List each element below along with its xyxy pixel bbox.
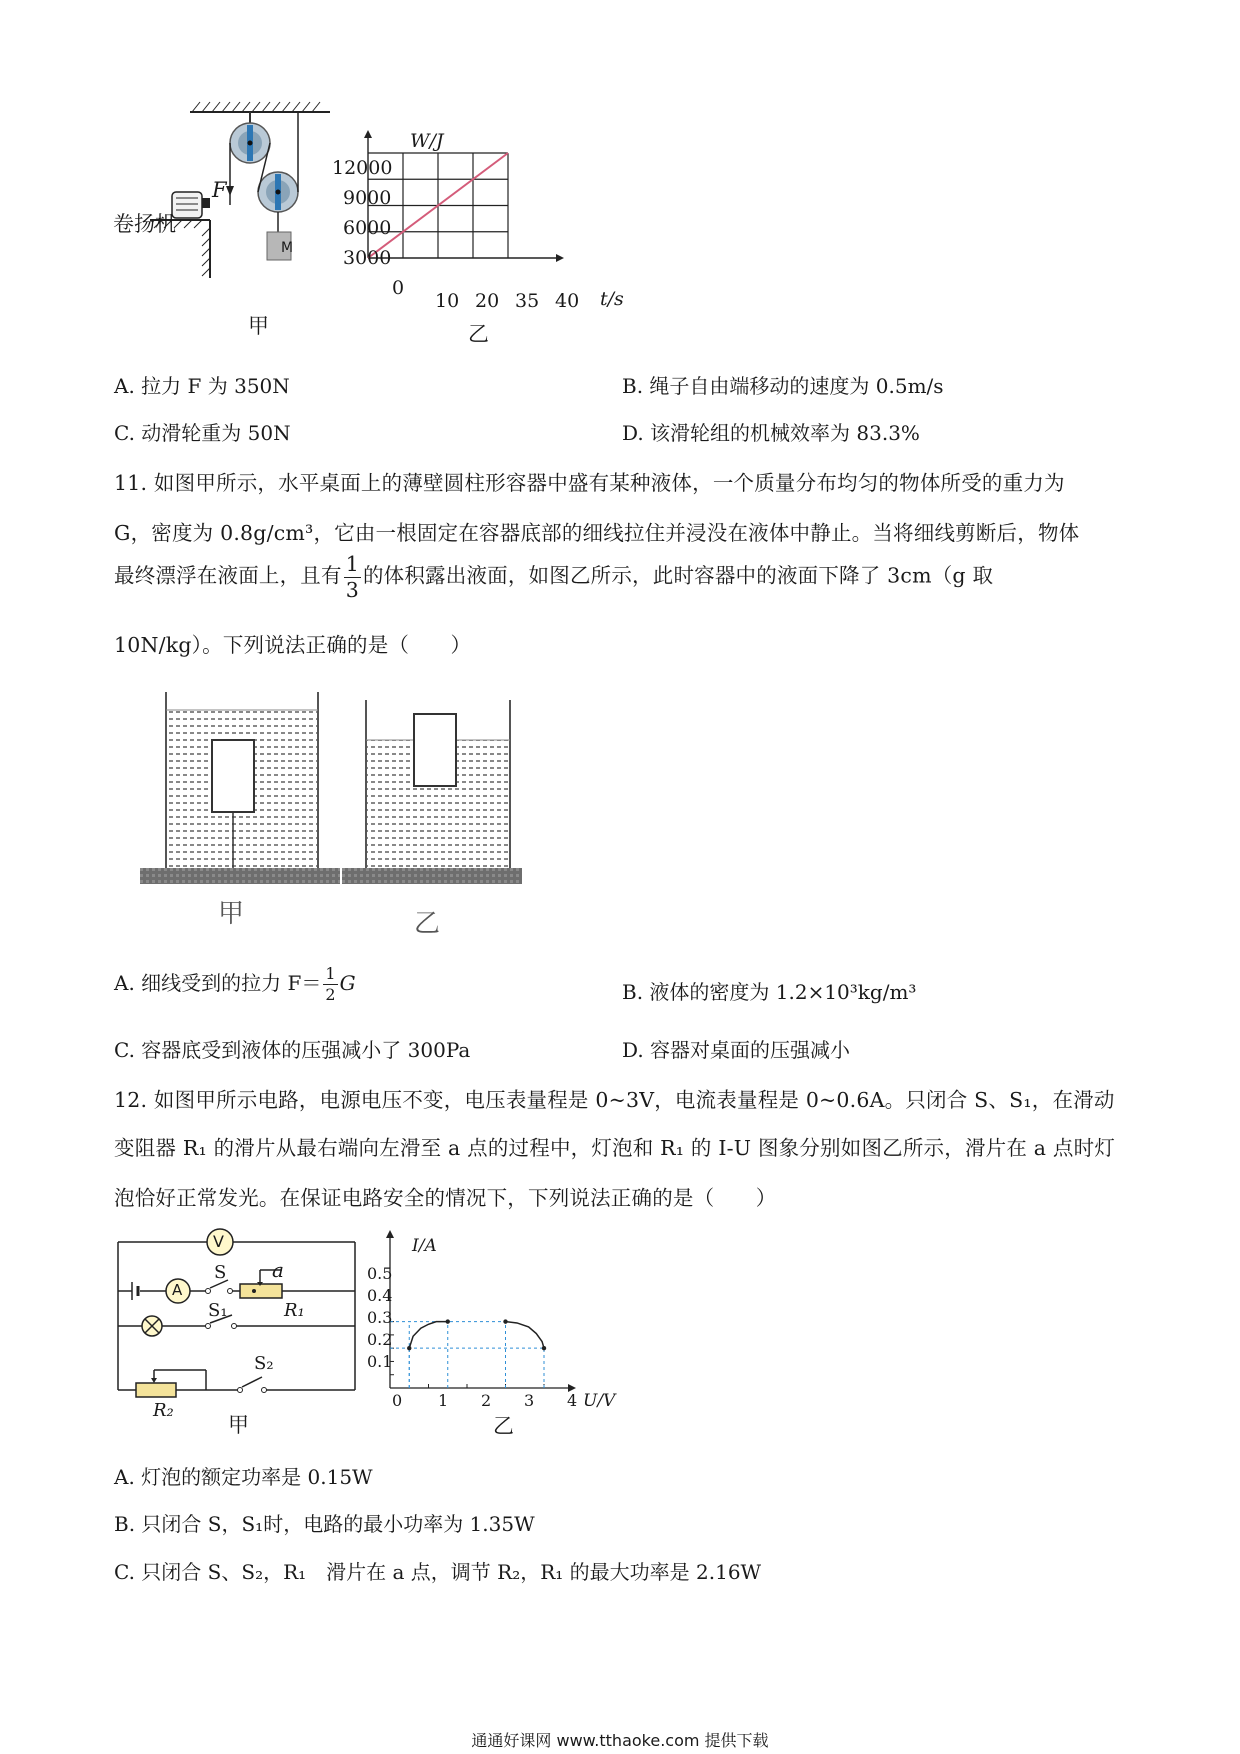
iu-xtick-2: 2 — [481, 1391, 492, 1410]
q11-option-d: D. 容器对桌面的压强减小 — [622, 1038, 851, 1062]
ammeter-label: A — [172, 1281, 183, 1299]
wt-xtick-0: 10 — [435, 290, 460, 312]
q11-option-b: B. 液体的密度为 1.2×10³kg/m³ — [622, 980, 917, 1004]
q11-option-a: A. 细线受到的拉力 F＝ $\frac{1}{2}$ G — [114, 964, 356, 1004]
q10-option-a: A. 拉力 F 为 350N — [114, 374, 290, 398]
wt-xtick-1: 20 — [475, 290, 500, 312]
figure-label-jia-12: 甲 — [228, 1413, 249, 1437]
q12-option-b: B. 只闭合 S，S₁时，电路的最小功率为 1.35W — [114, 1512, 535, 1536]
q12-option-c: C. 只闭合 S、S₂，R₁ 滑片在 a 点，调节 R₂，R₁ 的最大功率是 2.16W — [114, 1560, 762, 1584]
iu-point-1-0 — [503, 1319, 507, 1323]
voltmeter-label: V — [213, 1232, 224, 1251]
iu-ytick-1: 0.4 — [367, 1286, 393, 1305]
iu-xtick-0: 0 — [392, 1391, 403, 1410]
block-label: M — [281, 240, 294, 256]
winch-label: 卷扬机 — [113, 212, 176, 236]
switch-s2-label: S₂ — [254, 1353, 274, 1374]
q11-line-1: 11. 如图甲所示，水平桌面上的薄壁圆柱形容器中盛有某种液体，一个质量分布均匀的物体所受的重力为 — [114, 471, 1065, 495]
wt-xtick-3: 40 — [555, 290, 580, 312]
wt-x-arrow — [556, 254, 564, 262]
q11-line-3a: 最终漂浮在液面上，且有 — [114, 563, 342, 588]
figure-label-yi-12: 乙 — [493, 1414, 514, 1438]
q11-line-2: G，密度为 0.8g/cm³，它由一根固定在容器底部的细线拉住并浸没在液体中静止。当将细线剪断后，物体 — [114, 521, 1080, 545]
container-figure-jia — [140, 688, 340, 898]
iu-ytick-2: 0.3 — [367, 1308, 393, 1327]
q11-line-4: 10N/kg）。下列说法正确的是（ ） — [114, 633, 472, 657]
fraction-one-third: $\frac{1}{3}$ — [345, 552, 359, 602]
wt-xtick-2: 35 — [515, 290, 540, 312]
iu-point-1-1 — [542, 1346, 546, 1350]
iu-ytick-4: 0.1 — [367, 1352, 393, 1371]
q10-option-d: D. 该滑轮组的机械效率为 83.3% — [622, 421, 920, 445]
r2-label: R₂ — [153, 1400, 174, 1421]
q11-line-3 — [114, 554, 993, 600]
iu-y-arrow — [386, 1230, 394, 1238]
switch-s1-label: S₁ — [208, 1300, 228, 1321]
wt-ytick-4: 0 — [392, 277, 405, 299]
iu-ytick-3: 0.2 — [367, 1330, 393, 1349]
iu-point-0-1 — [446, 1319, 450, 1323]
point-a-label: a — [272, 1258, 284, 1282]
q10-option-c: C. 动滑轮重为 50N — [114, 421, 291, 445]
wt-y-arrow — [364, 130, 372, 138]
container-figure-yi — [342, 688, 522, 898]
figure-label-yi-11: 乙 — [414, 909, 441, 939]
r1-label: R₁ — [284, 1300, 305, 1321]
q12-line-3: 泡恰好正常发光。在保证电路安全的情况下，下列说法正确的是（ ） — [114, 1186, 777, 1210]
wt-xlabel: t/s — [600, 288, 624, 310]
wt-ytick-1: 9000 — [343, 187, 392, 209]
q11-line-3b: 的体积露出液面，如图乙所示，此时容器中的液面下降了 3cm（g 取 — [362, 563, 994, 588]
q10-option-b: B. 绳子自由端移动的速度为 0.5m/s — [622, 374, 944, 398]
iu-xtick-3: 3 — [524, 1391, 535, 1410]
submerged-object — [212, 740, 254, 812]
iu-curve-0 — [409, 1322, 448, 1349]
iu-ylabel: I/A — [412, 1236, 437, 1256]
wt-ytick-3: 3000 — [343, 247, 392, 269]
iu-xtick-4: 4 — [567, 1391, 578, 1410]
iu-point-0-0 — [407, 1346, 411, 1350]
q12-line-2: 变阻器 R₁ 的滑片从最右端向左滑至 a 点的过程中，灯泡和 R₁ 的 I-U 图象分别如图乙所示，滑片在 a 点时灯 — [114, 1136, 1116, 1160]
iu-xlabel: U/V — [583, 1391, 616, 1411]
iu-xtick-1: 1 — [438, 1391, 449, 1410]
wt-ytick-2: 6000 — [343, 217, 392, 239]
switch-s-label: S — [214, 1262, 227, 1283]
wt-ylabel: W/J — [410, 130, 444, 152]
q11-option-c: C. 容器底受到液体的压强减小了 300Pa — [114, 1038, 471, 1062]
q12-option-a: A. 灯泡的额定功率是 0.15W — [114, 1465, 373, 1489]
fraction-one-half: $\frac{1}{2}$ — [325, 964, 336, 1004]
figure-label-jia-11: 甲 — [218, 899, 245, 929]
wt-ytick-0: 12000 — [332, 157, 393, 179]
q12-line-1: 12. 如图甲所示电路，电源电压不变，电压表量程是 0~3V，电流表量程是 0~0.6A。只闭合 S、S₁，在滑动 — [114, 1088, 1115, 1112]
footer-source: 通通好课网 www.tthaoke.com 提供下载 — [471, 1731, 769, 1750]
iu-ytick-0: 0.5 — [367, 1264, 393, 1283]
figure-label-yi-10: 乙 — [468, 322, 489, 346]
resistor-r1 — [240, 1284, 282, 1298]
resistor-r2 — [136, 1383, 176, 1397]
force-label: F — [212, 178, 227, 202]
winch — [172, 192, 202, 218]
figure-label-jia-10: 甲 — [248, 314, 269, 338]
iu-curve-1 — [506, 1322, 545, 1349]
circuit-diagram — [110, 1228, 370, 1428]
floating-object — [414, 714, 456, 786]
